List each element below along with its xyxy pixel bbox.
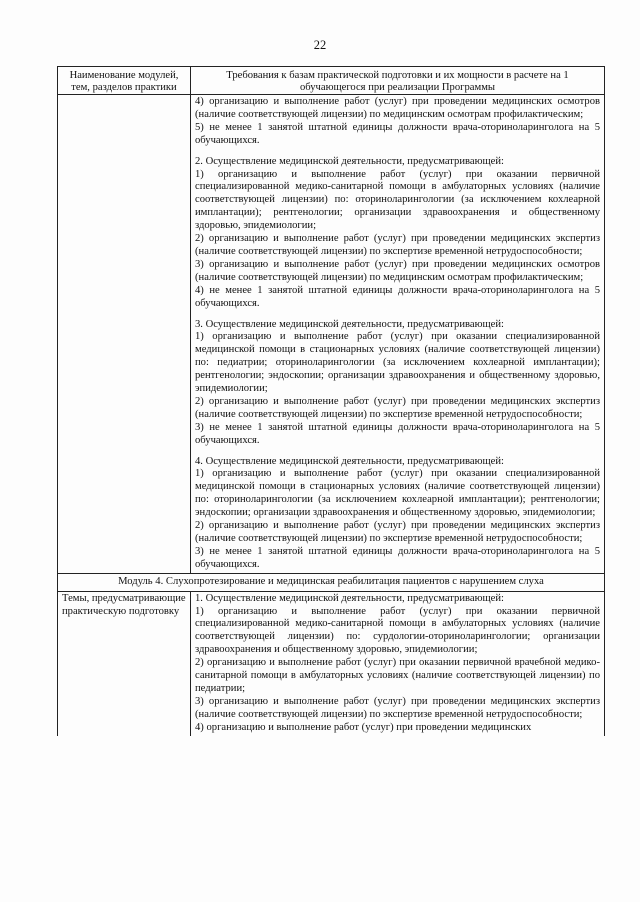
page-number: 22 (313, 38, 327, 52)
requirement-item: 2. Осуществление медицинской деятельности, предусматривающей: (195, 155, 504, 167)
requirement-item: 3) не менее 1 занятой штатной единицы должности врача-оториноларинголога на 5 обучающихся. (195, 545, 600, 570)
requirement-item: 3) организацию и выполнение работ (услуг) при проведении медицинских экспертиз (наличие соответствующей лицензии) по экспертизе временной нетрудоспособности; (195, 695, 600, 720)
requirement-block-3 (195, 319, 600, 448)
requirement-item: 4) не менее 1 занятой штатной единицы должности врача-оториноларинголога на 5 обучающихся. (195, 284, 600, 309)
requirement-item: 3. Осуществление медицинской деятельности, предусматривающей: (195, 318, 504, 330)
module-4-topics-cell: Темы, предусматривающие практическую подготовку (58, 591, 191, 735)
module-4-requirements-cell (191, 591, 605, 735)
requirement-item: 2) организацию и выполнение работ (услуг) при проведении медицинских экспертиз (наличие соответствующей лицензии) по экспертизе временной нетрудоспособности; (195, 520, 600, 544)
header-col-requirements: Требования к базам практической подготовки и их мощности в расчете на 1 обучающегося при реализации Программы (191, 67, 605, 95)
requirement-block-4 (195, 456, 600, 572)
module-4-title: Модуль 4. Слухопротезирование и медицинская реабилитация пациентов с нарушением слуха (58, 573, 605, 591)
requirement-block-2 (195, 156, 600, 311)
table-header-row (58, 67, 605, 95)
requirement-item: 1) организацию и выполнение работ (услуг) при оказании первичной специализированной медико-санитарной помощи в амбулаторных условиях (наличие соответствующей лицензии) по: оториноларингологии (за исключением кохлеарной имплантации); рентгенологии; организации здравоохранения и общественному здоровью, эпидемиологии; (195, 168, 600, 232)
requirement-item: 2) организацию и выполнение работ (услуг) при проведении медицинских экспертиз (наличие соответствующей лицензии) по экспертизе временной нетрудоспособности; (195, 395, 600, 420)
requirement-item: 4. Осуществление медицинской деятельности, предусматривающей: (195, 455, 504, 467)
left-cell-empty (58, 95, 191, 574)
requirement-item: 5) не менее 1 занятой штатной единицы должности врача-оториноларинголога на 5 обучающихся. (195, 121, 600, 146)
requirement-item: 1) организацию и выполнение работ (услуг) при оказании специализированной медицинской помощи в стационарных условиях (наличие соответствующей лицензии) по: педиатрии; оториноларингологии (за исключением кохлеарной имплантации); рентгенологии; эндоскопии; организации здравоохранения и общественному здоровью, эпидемиологии; (195, 331, 600, 395)
table-row (58, 591, 605, 735)
requirement-item: 2) организацию и выполнение работ (услуг) при оказании первичной врачебной медико-санитарной помощи в амбулаторных условиях (наличие соответствующей лицензии) по педиатрии; (195, 657, 600, 694)
header-col-modules: Наименование модулей, тем, разделов практики (58, 67, 191, 95)
module-title-row (58, 573, 605, 591)
requirement-item: 1. Осуществление медицинской деятельности, предусматривающей: (195, 592, 504, 604)
requirement-item: 2) организацию и выполнение работ (услуг) при проведении медицинских экспертиз (наличие соответствующей лицензии) по экспертизе временной нетрудоспособности; (195, 233, 600, 257)
table-row (58, 95, 605, 574)
requirement-item: 1) организацию и выполнение работ (услуг) при оказании специализированной медицинской помощи в стационарных условиях (наличие соответствующей лицензии) по: оториноларингологии (за исключением кохлеарной имплантации); рентгенологии; эндоскопии; организации здравоохранения и общественному здоровью, эпидемиологии; (195, 468, 600, 519)
requirements-table (57, 66, 605, 736)
requirement-block-1 (195, 96, 600, 148)
requirement-item: 4) организацию и выполнение работ (услуг) при проведении медицинских (195, 721, 532, 733)
requirements-cell (191, 95, 605, 574)
requirement-item: 4) организацию и выполнение работ (услуг) при проведении медицинских осмотров (наличие соответствующей лицензии) по медицинским осмотрам профилактическим; (195, 96, 600, 120)
requirement-item: 3) не менее 1 занятой штатной единицы должности врача-оториноларинголога на 5 обучающихся. (195, 421, 600, 446)
requirement-item: 3) организацию и выполнение работ (услуг) при проведении медицинских осмотров (наличие соответствующей лицензии) по медицинским осмотрам профилактическим; (195, 258, 600, 283)
requirement-item: 1) организацию и выполнение работ (услуг) при оказании первичной специализированной медико-санитарной помощи в амбулаторных условиях (наличие соответствующей лицензии) по: сурдологии-оториноларингологии; организации здравоохранения и общественному здоровью, эпидемиологии; (195, 605, 600, 656)
